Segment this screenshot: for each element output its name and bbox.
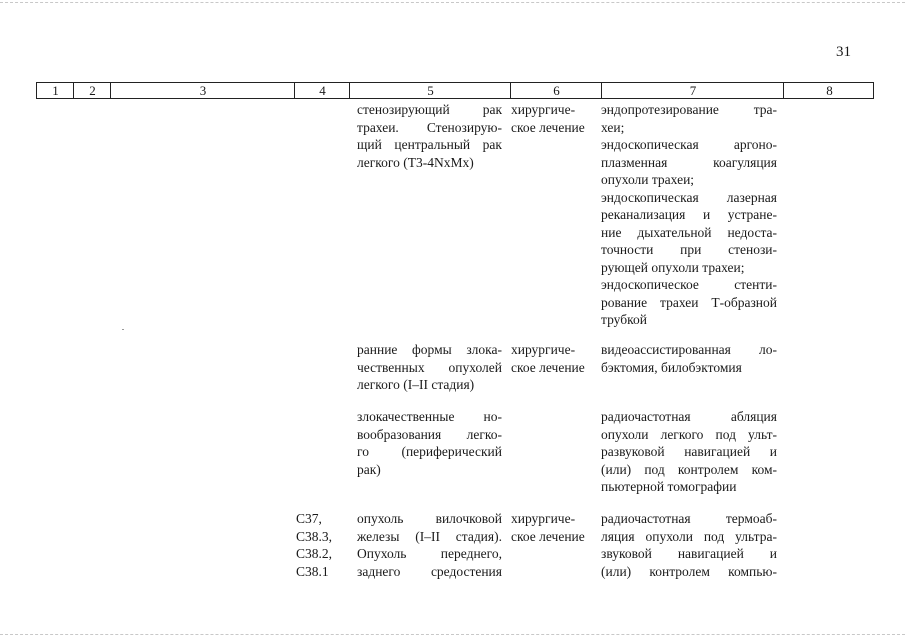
header-cell-6: 6 <box>553 83 560 98</box>
cell-text-line: реканализация и устране- <box>601 207 777 222</box>
table-header-row <box>36 82 874 99</box>
cell-text-line: точности при стенози- <box>601 242 777 257</box>
cell-text-line: го (периферический <box>357 444 502 459</box>
cell-text-line: щий центральный рак <box>357 137 502 152</box>
cell-text-line: радиочастотная абляция <box>601 409 777 424</box>
cell-text-line: заднего средостения <box>357 563 502 579</box>
cell-text-line: развуковой навигацией и <box>601 444 777 459</box>
cell-text-line: трахеи. Стенозирую- <box>357 119 502 135</box>
cell-text-line: C37, <box>296 511 322 526</box>
cell-text-line: рак) <box>357 461 381 477</box>
cell-text-line: ние дыхательной недоста- <box>601 224 777 240</box>
cell-text-line: плазменная коагуляция <box>601 154 777 170</box>
cell-text-line: хеи; <box>601 119 625 135</box>
header-cell-4: 4 <box>319 83 326 98</box>
cell-text-line: звуковой навигацией и <box>601 546 777 561</box>
header-column-separator <box>349 83 350 98</box>
cell-text-line: опухоль вилочковой <box>357 511 502 526</box>
cell-text-line: чественных опухолей <box>357 359 502 375</box>
cell-text-line: бэктомия, билобэктомия <box>601 359 742 375</box>
cell-text-line: ранние формы злока- <box>357 342 502 357</box>
cell-text-line: ское лечение <box>511 528 585 544</box>
cell-text-line: (или) под контролем ком- <box>601 461 777 477</box>
header-column-separator <box>110 83 111 98</box>
cell-text-line: ское лечение <box>511 359 585 375</box>
cell-text-line: эндопротезирование тра- <box>601 102 777 117</box>
header-column-separator <box>73 83 74 98</box>
cell-text-line: трубкой <box>601 312 647 327</box>
cell-text-line: опухоли легкого под ульт- <box>601 426 777 442</box>
scan-edge-bottom <box>0 634 905 635</box>
cell-text-line: C38.1 <box>296 563 329 579</box>
scan-speck <box>122 329 124 330</box>
cell-text-line: хирургиче- <box>511 511 576 526</box>
cell-text-line: стенозирующий рак <box>357 102 502 117</box>
header-cell-7: 7 <box>689 83 697 98</box>
cell-text-line: опухоли трахеи; <box>601 172 695 187</box>
cell-text-line: железы (I–II стадия). <box>357 528 502 544</box>
header-column-separator <box>510 83 511 98</box>
cell-text-line: C38.2, <box>296 546 333 561</box>
header-cell-5: 5 <box>427 83 434 98</box>
cell-text-line: (или) контролем компью- <box>601 563 777 579</box>
cell-text-line: рование трахеи Т-образной <box>601 294 777 310</box>
header-column-separator <box>294 83 295 98</box>
scan-edge-top <box>0 2 905 3</box>
cell-text-line: радиочастотная термоаб- <box>601 511 777 526</box>
header-cell-2: 2 <box>89 83 96 98</box>
cell-text-line: вообразования легко- <box>357 426 502 442</box>
cell-text-line: видеоассистированная ло- <box>601 342 777 357</box>
cell-text-line: хирургиче- <box>511 342 576 357</box>
cell-text-line: ское лечение <box>511 119 585 135</box>
cell-text-line: пьютерной томографии <box>601 479 737 494</box>
header-cell-8: 8 <box>826 83 833 98</box>
header-cell-3: 3 <box>199 83 207 98</box>
page-number: 31 <box>836 44 851 60</box>
cell-text-line: эндоскопическая лазерная <box>601 189 777 205</box>
cell-text-line: Опухоль переднего, <box>357 546 502 561</box>
cell-text-line: хирургиче- <box>511 102 576 117</box>
cell-text-line: легкого (T3-4NxMx) <box>357 154 474 170</box>
cell-text-line: ляция опухоли под ультра- <box>601 528 777 544</box>
cell-text-line: легкого (I–II стадия) <box>357 377 475 392</box>
header-column-separator <box>601 83 602 98</box>
cell-text-line: C38.3, <box>296 528 333 544</box>
cell-text-line: эндоскопическая аргоно- <box>601 137 777 152</box>
cell-text-line: эндоскопическое стенти- <box>601 277 777 292</box>
header-column-separator <box>783 83 784 98</box>
cell-text-line: рующей опухоли трахеи; <box>601 259 745 275</box>
header-cell-1: 1 <box>52 83 59 98</box>
cell-text-line: злокачественные но- <box>357 409 502 424</box>
